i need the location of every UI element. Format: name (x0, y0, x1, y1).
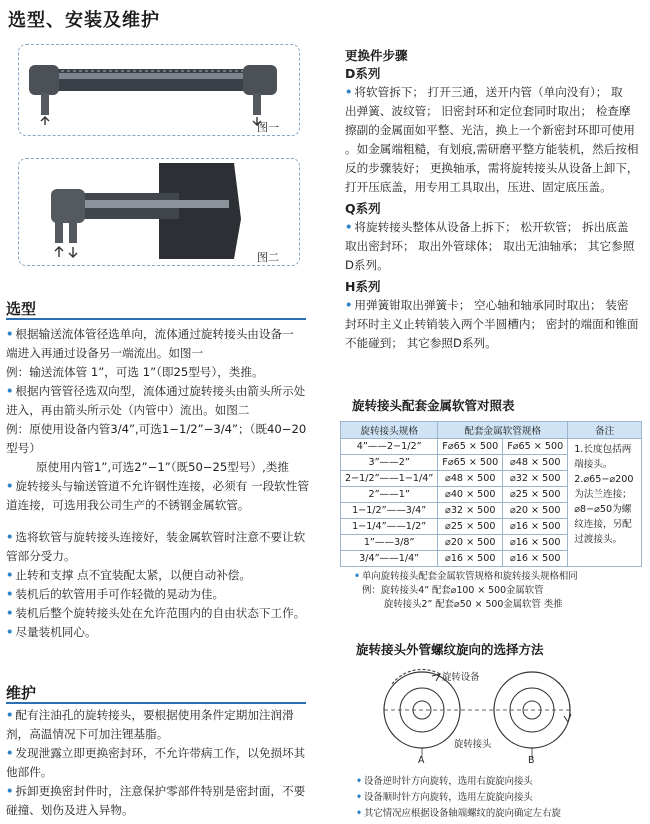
bullet-icon: • (354, 571, 360, 582)
selection-text: • 根据输送流体管径选单向，流体通过旋转接头由设备一 端进入再通过设备另一端流出。如图一 例：输送流体管 1”，可选 1”（即25型号），类推。 • 根据内管管径选双向型，流体通过旋转接头由箭头所示处 进入，再由箭头所示处（内管中）流出。如图二 例：原使用设备内管3/4”,可选1−1/2”−3/4”；（既40−20型号） 原使用内管1”,可选2”−1”（既50−25型号）,类推 • 旋转接头与输送管道不允许钢性连接，必须有 一段软性管 道连接，可选用我公司生产的不锈钢金属软管。 (6, 327, 309, 512)
bullet-icon: • (356, 808, 362, 819)
selection-rule (6, 318, 306, 320)
label-a: A (418, 755, 425, 766)
maintenance-rule (6, 702, 306, 704)
table-footnotes: • 单向旋转接头配套金属软管规格和旋转接头规格相同 例：旋转接头4” 配套⌀100 × 500金属软管 旋转接头2” 配套⌀50 × 500金属软管 类推 (354, 571, 578, 610)
bullet-icon: • (345, 85, 353, 99)
bullet-icon: • (6, 625, 14, 639)
thread-direction-diagram (370, 662, 590, 768)
bullet-icon: • (6, 568, 14, 582)
table-title: 旋转接头配套金属软管对照表 (352, 398, 515, 413)
label-rotary-joint: 旋转接头 (454, 739, 492, 750)
thread-title: 旋转接头外管螺纹旋向的选择方法 (356, 642, 544, 657)
table-row: 1−1/2”——3/4” ⌀32 × 500 ⌀20 × 500 (341, 503, 642, 519)
hose-spec-table (340, 421, 642, 567)
q-series-title: Q系列 (345, 201, 381, 216)
table-row: 2−1/2”——1−1/4” ⌀48 × 500 ⌀32 × 500 (341, 471, 642, 487)
bullet-icon: • (6, 708, 14, 722)
figure-1 (18, 44, 300, 136)
page-title: 选型、安装及维护 (8, 10, 160, 31)
figure-2-caption: 图二 (257, 251, 279, 264)
replace-text: D系列 • 将软管拆下； 打开三通，送开内管（单向没有）； 取 出弹簧、波纹管； 旧密封环和定位套同时取出； 检查摩 擦副的金属面如平整、光洁，换上一个新密封环即可使用 。如金属端粗糙，有划痕,需研磨平整方能装机，然后按相 反的步骤装好； 更换轴承，需将旋转接头从设备上卸下， 打开压底盖，用专用工具取出，压进、固定底压盖。 Q系列 • 将旋转接头整体从设备上拆下； 松开软管； 拆出底盖 取出密封环； 取出外管球体； 取出无油轴承； 其它参照 D系列。 H系列 • 用弹簧钳取出弹簧卡； 空心轴和轴承同时取出； 装密 封环时主义止转销装入两个半圆槽内； 密封的端面和锥面 不能碰到； 其它参照D系列。 (345, 64, 645, 353)
bullet-icon: • (6, 587, 14, 601)
bullet-icon: • (6, 746, 14, 760)
h-series-title: H系列 (345, 279, 381, 294)
thread-notes: • 设备逆时针方向旋转，选用右旋旋向接头 • 设备顺时针方向旋转，选用左旋旋向接头 • 其它情况应根据设备轴端螺纹的旋向确定左右旋 (356, 776, 561, 819)
figure-2 (18, 158, 300, 266)
label-b: B (528, 755, 535, 766)
bullet-icon: • (6, 606, 14, 620)
table-row: 1−1/4”——1/2” ⌀25 × 500 ⌀16 × 500 (341, 519, 642, 535)
table-note: 1.长度包括两端接头。2.⌀65−⌀200为法兰连接；⌀8−⌀50为螺纹连接，另配过渡接头。 (568, 439, 642, 567)
bullet-icon: • (6, 327, 14, 341)
table-header: 备注 (568, 422, 642, 439)
bullet-icon: • (6, 784, 14, 798)
table-header: 配套金属软管规格 (438, 422, 568, 439)
bullet-icon: • (345, 298, 353, 312)
table-row: 4”——2−1/2” F⌀65 × 500 F⌀65 × 500 1.长度包括两端接头。2.⌀65−⌀200为法兰连接；⌀8−⌀50为螺纹连接，另配过渡接头。 (341, 439, 642, 455)
selection-heading: 选型 (6, 300, 37, 318)
table-header: 旋转接头规格 (341, 422, 438, 439)
bullet-icon: • (6, 530, 14, 544)
table-row: 1”——3/8” ⌀20 × 500 ⌀16 × 500 (341, 535, 642, 551)
bullet-icon: • (356, 792, 362, 803)
table-row: 3/4”——1/4” ⌀16 × 500 ⌀16 × 500 (341, 551, 642, 567)
d-series-title: D系列 (345, 66, 381, 81)
bullet-icon: • (356, 776, 362, 787)
maintenance-heading: 维护 (6, 684, 37, 702)
label-rotating-device: 旋转设备 (442, 672, 480, 683)
table-row: 2”——1” ⌀40 × 500 ⌀25 × 500 (341, 487, 642, 503)
bullet-icon: • (345, 220, 353, 234)
bullet-icon: • (6, 479, 14, 493)
install-text: • 选将软管与旋转接头连接好，装金属软管时注意不要让软 管部分受力。 • 止转和支撑 点不宜装配太紧，以便自动补偿。 • 装机后的软管用手可作轻微的晃动为佳。 • 装机后整个旋转接头处在允许范围内的自由状态下工作。 • 尽量装机同心。 (6, 530, 306, 639)
table-row: 3”——2” F⌀65 × 500 ⌀48 × 500 (341, 455, 642, 471)
figure-1-caption: 图一 (257, 121, 279, 134)
maintenance-text: • 配有注油孔的旋转接头，要根据使用条件定期加注润滑 剂，高温情况下可加注锂基脂。 • 发现泄露立即更换密封环，不允许带病工作，以免损坏其 他部件。 • 拆卸更换密封件时，注意保护零部件特别是密封面，不要 碰撞、划伤及进入异物。 (6, 708, 306, 817)
replace-heading: 更换件步骤 (345, 48, 408, 63)
bullet-icon: • (6, 384, 14, 398)
